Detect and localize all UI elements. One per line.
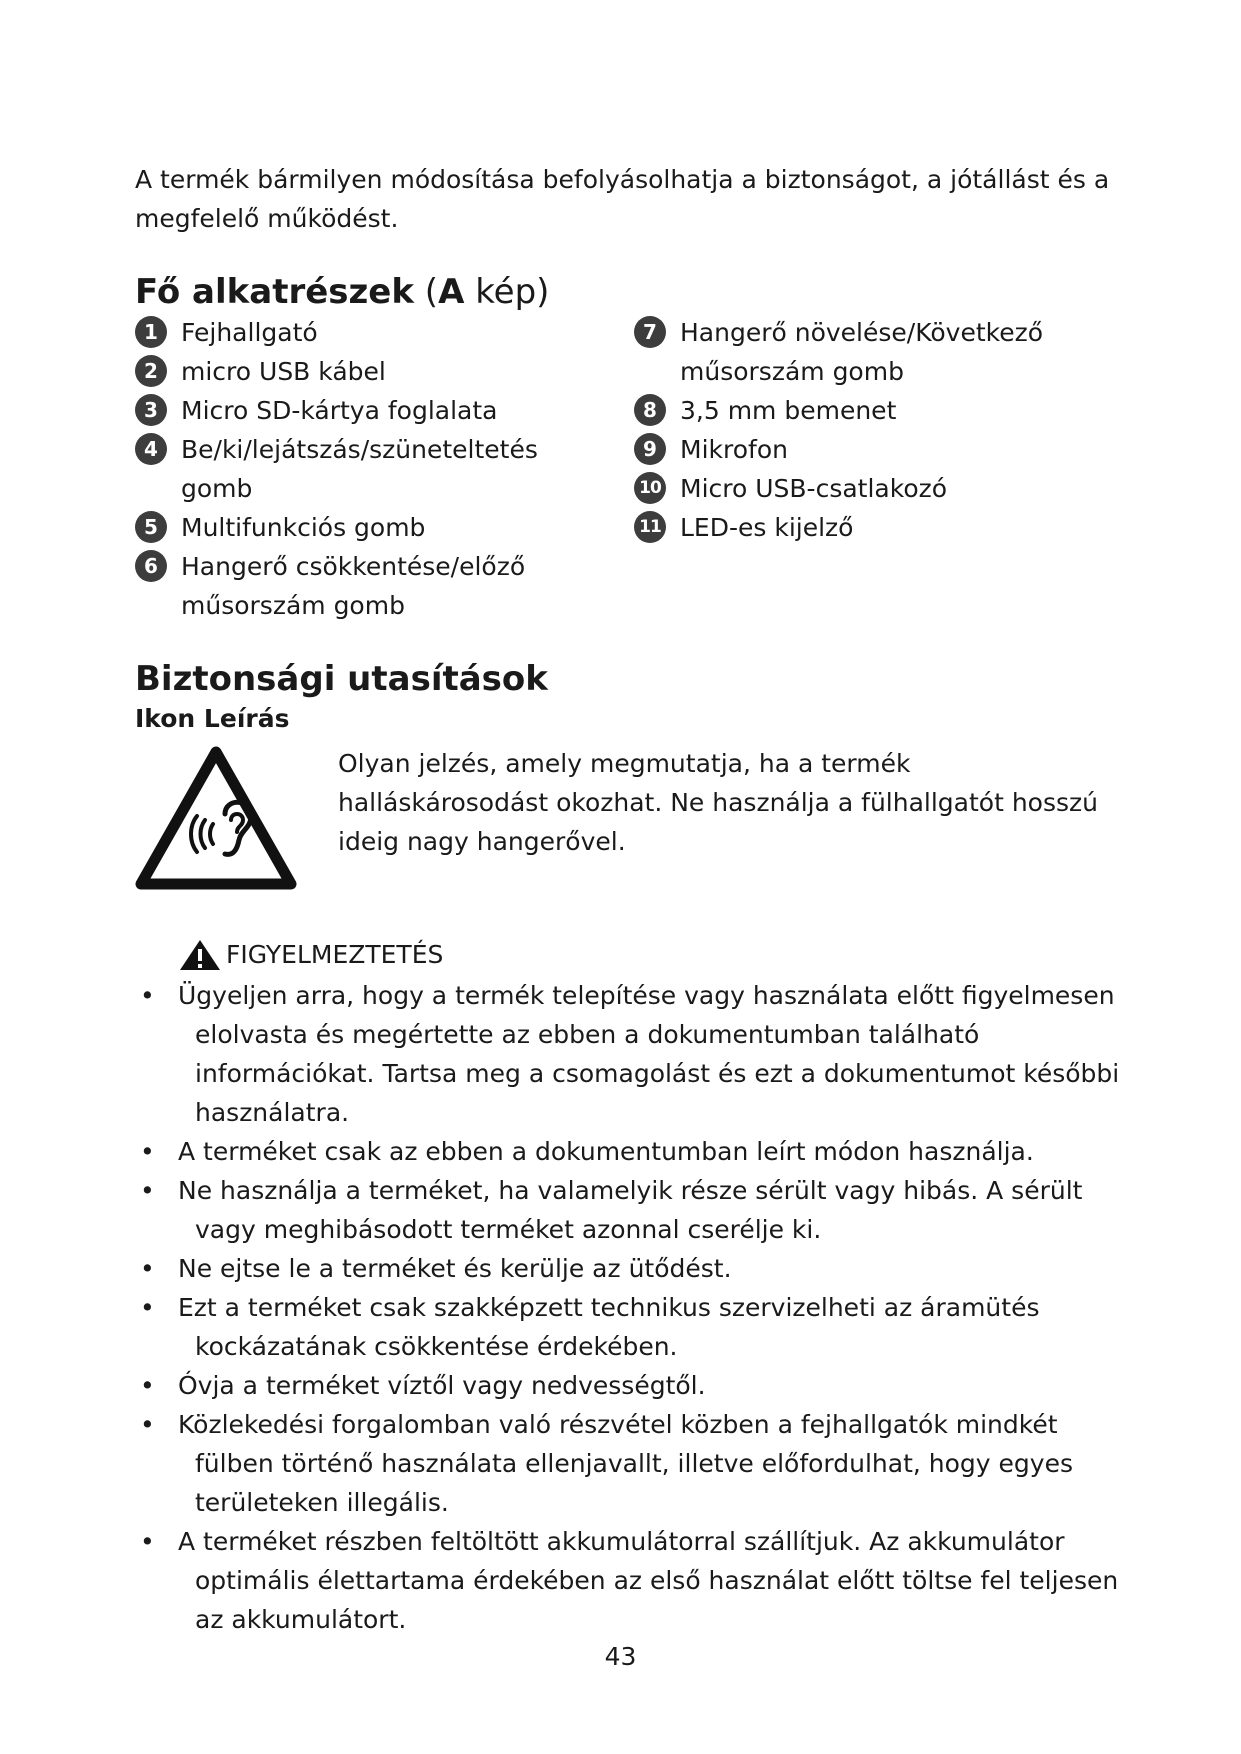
part-label: Hangerő növelése/Következő műsorszám gomb bbox=[680, 318, 1044, 386]
icon-description: Olyan jelzés, amely megmutatja, ha a termék halláskárosodást okozhat. Ne használja a fülhallgatót hosszú ideig nagy hangerővel. bbox=[338, 749, 1098, 856]
part-label: Micro USB-csatlakozó bbox=[680, 474, 948, 503]
bullet-text: • Közlekedési forgalomban való részvétel közben a fejhallgatók mindkét fülben történő használata ellenjavallt, illetve előfordulhat, hogy egyes területeken illegális. bbox=[178, 1410, 1073, 1517]
part-item bbox=[135, 352, 575, 391]
bullet-text: • Ügyeljen arra, hogy a termék telepítése vagy használata előtt figyelmesen elolvasta és megértette az ebben a dokumentumban található információkat. Tartsa meg a csomagolást és ezt a dokumentumot későbbi használatra. bbox=[178, 981, 1120, 1127]
part-label: Hangerő csökkentése/előző műsorszám gomb bbox=[181, 552, 526, 620]
safety-heading: Biztonsági utasítások bbox=[135, 659, 548, 699]
list-item bbox=[135, 1522, 1125, 1639]
part-item bbox=[135, 391, 575, 430]
part-item bbox=[634, 313, 1114, 391]
part-item bbox=[135, 313, 575, 352]
part-number: 11 bbox=[634, 511, 666, 543]
parts-heading-main: Fő alkatrészek bbox=[135, 272, 414, 312]
parts-heading-paren: ( bbox=[413, 272, 439, 312]
part-number: 3 bbox=[135, 394, 167, 426]
part-number: 9 bbox=[634, 433, 666, 465]
part-number: 5 bbox=[135, 511, 167, 543]
part-number: 7 bbox=[634, 316, 666, 348]
bullet-text: • Ne ejtse le a terméket és kerülje az ütődést. bbox=[178, 1254, 732, 1283]
part-number: 8 bbox=[634, 394, 666, 426]
part-item bbox=[135, 430, 575, 508]
part-label: Multifunkciós gomb bbox=[181, 513, 426, 542]
part-item bbox=[634, 508, 1114, 547]
list-item bbox=[135, 1132, 1125, 1171]
list-item bbox=[135, 1171, 1125, 1249]
list-item bbox=[135, 1366, 1125, 1405]
part-label: Micro SD-kártya foglalata bbox=[181, 396, 498, 425]
intro-paragraph: A termék bármilyen módosítása befolyásolhatja a biztonságot, a jótállást és a megfelelő működést. bbox=[135, 165, 1110, 233]
list-item bbox=[135, 1405, 1125, 1522]
part-label: 3,5 mm bemenet bbox=[680, 396, 897, 425]
bullet-text: • Ne használja a terméket, ha valamelyik része sérült vagy hibás. A sérült vagy meghibásodott terméket azonnal cserélje ki. bbox=[178, 1176, 1083, 1244]
part-number: 6 bbox=[135, 550, 167, 582]
parts-heading-rest: kép) bbox=[464, 272, 550, 312]
part-number: 1 bbox=[135, 316, 167, 348]
parts-heading-letter: A bbox=[438, 272, 465, 312]
warning-triangle-icon bbox=[178, 938, 222, 972]
list-item bbox=[135, 976, 1125, 1132]
safety-bullet-list bbox=[135, 976, 1125, 1639]
part-number: 2 bbox=[135, 355, 167, 387]
page-number: 43 bbox=[604, 1642, 637, 1671]
part-label: Mikrofon bbox=[680, 435, 788, 464]
bullet-text: • A terméket csak az ebben a dokumentumban leírt módon használja. bbox=[178, 1137, 1034, 1166]
part-item bbox=[634, 391, 1114, 430]
list-item bbox=[135, 1288, 1125, 1366]
bullet-text: • Óvja a terméket víztől vagy nedvességtől. bbox=[178, 1371, 706, 1400]
bullet-text: • Ezt a terméket csak szakképzett technikus szervizelheti az áramütés kockázatának csökkentése érdekében. bbox=[178, 1293, 1040, 1361]
list-item bbox=[135, 1249, 1125, 1288]
parts-list-left bbox=[135, 313, 575, 625]
part-label: Fejhallgató bbox=[181, 318, 318, 347]
icon-description-header: Ikon Leírás bbox=[135, 704, 290, 733]
part-item bbox=[634, 469, 1114, 508]
warning-label-row bbox=[178, 938, 443, 972]
parts-list-right bbox=[634, 313, 1114, 547]
part-label: Be/ki/lejátszás/szüneteltetés gomb bbox=[181, 435, 538, 503]
hearing-damage-warning-icon bbox=[133, 742, 299, 892]
part-label: micro USB kábel bbox=[181, 357, 386, 386]
warning-label: FIGYELMEZTETÉS bbox=[226, 940, 444, 969]
parts-heading bbox=[135, 270, 549, 314]
part-number: 4 bbox=[135, 433, 167, 465]
part-item bbox=[135, 508, 575, 547]
part-number: 10 bbox=[634, 472, 666, 504]
bullet-text: • A terméket részben feltöltött akkumulátorral szállítjuk. Az akkumulátor optimális élettartama érdekében az első használat előtt töltse fel teljesen az akkumulátort. bbox=[178, 1527, 1119, 1634]
part-item bbox=[634, 430, 1114, 469]
part-label: LED-es kijelző bbox=[680, 513, 854, 542]
part-item bbox=[135, 547, 575, 625]
